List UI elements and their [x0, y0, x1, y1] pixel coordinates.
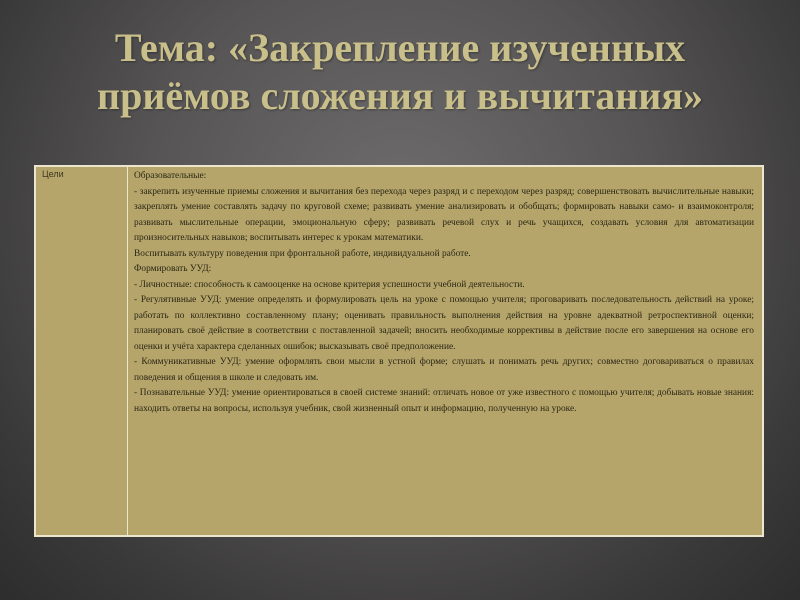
paragraph-educational-heading: Образовательные:: [134, 171, 207, 181]
paragraph-uud-heading: Формировать УУД:: [134, 264, 212, 274]
paragraph-regulatory-uud: - Регулятивные УУД: умение определять и формулировать цель на уроке с помощью учителя; проговаривать последовательность действий на уроке; работать по коллективно составленному плану; оценивать правильность выполнения действия на уровне адекватной ретроспективной оценки; планировать своё действие в соответствии с поставленной задачей; вносить необходимые коррективы в действие после его завершения на основе его оценки и учёта характера сделанных ошибок; высказывать своё предположение.: [134, 295, 754, 352]
goals-table: [34, 165, 764, 537]
paragraph-behavior: Воспитывать культуру поведения при фронтальной работе, индивидуальной работе.: [134, 248, 471, 259]
paragraph-communicative-uud: - Коммуникативные УУД: умение оформлять свои мысли в устной форме; слушать и понимать речь других; совместно договариваться о правилах поведения и общения в школе и следовать им.: [134, 357, 754, 383]
paragraph-cognitive-uud: - Познавательные УУД: умение ориентироваться в своей системе знаний: отличать новое от уже известного с помощью учителя; добывать новые знания: находить ответы на вопросы, используя учебник, свой жизненный опыт и информацию, полученную на уроке.: [134, 388, 754, 414]
slide-title: Тема: «Закрепление изученных приёмов сложения и вычитания»: [97, 25, 703, 118]
goals-label-cell: Цели: [36, 167, 128, 535]
paragraph-personal-uud: - Личностные: способность к самооценке на основе критерия успешности учебной деятельности.: [134, 279, 525, 290]
goals-content-cell: [128, 167, 762, 535]
paragraph-educational-goals: - закрепить изученные приемы сложения и вычитания без перехода через разряд и с переходом через разряд; совершенствовать вычислительные навыки; закреплять умение составлять задачу по круговой схеме; развивать умение анализировать и обобщать; формировать навыки само- и взаимоконтроля; развивать мыслительные операции, эмоциональную сферу; развивать речевой слух и речь учащихся, создавать условия для автоматизации произносительных навыков; воспитывать интерес к урокам математики.: [134, 186, 754, 243]
